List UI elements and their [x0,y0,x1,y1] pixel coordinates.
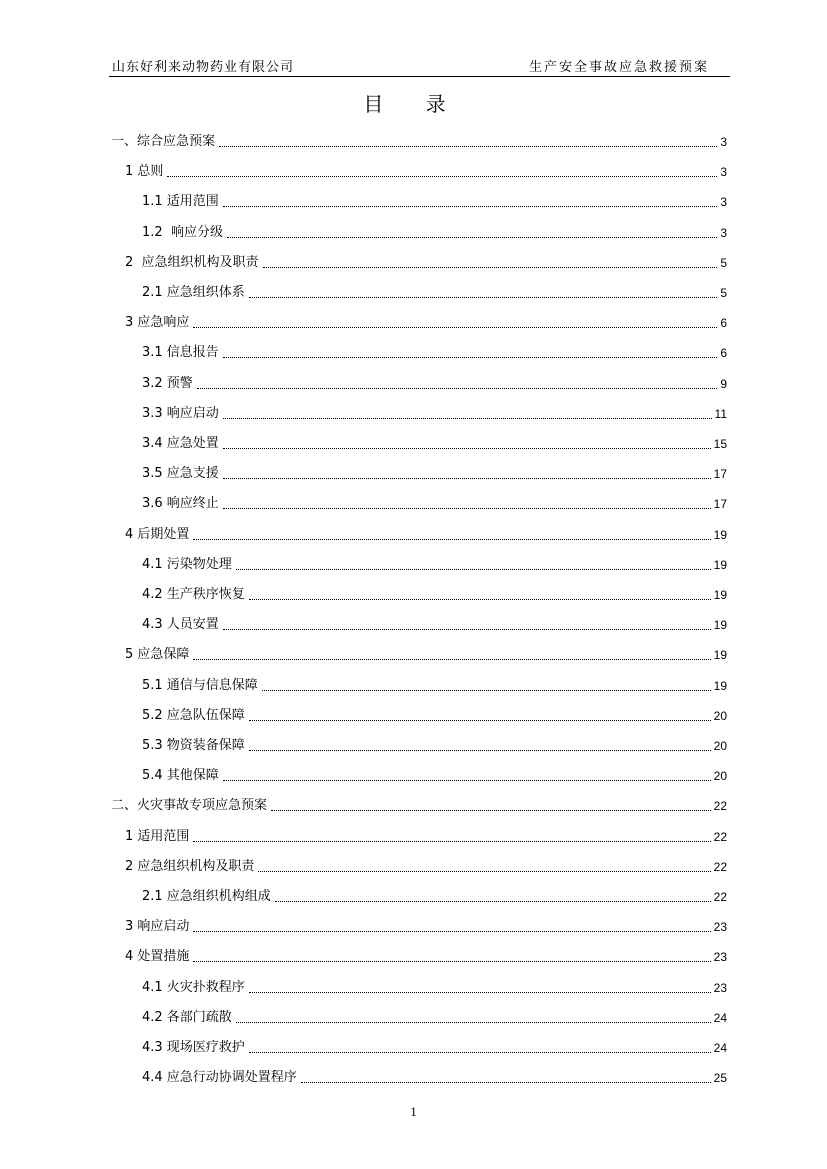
toc-entry[interactable] [142,423,727,453]
toc-entry-label: 3 响应启动 [125,919,190,935]
toc-entry-label: 4.4 应急行动协调处置程序 [142,1070,297,1086]
toc-entry[interactable] [142,393,727,423]
toc-entry[interactable] [142,483,727,513]
toc-entry-label: 4.2 生产秩序恢复 [142,587,245,602]
toc-entry-label: 4.1 火灾扑救程序 [142,979,245,995]
toc-entry[interactable] [142,272,727,302]
toc-entry-label: 2.1 应急组织体系 [142,285,245,300]
toc-entry[interactable] [125,151,727,181]
toc-entry[interactable] [142,363,727,393]
toc-entry-label: 3.5 应急支援 [142,466,219,482]
toc-entry-label: 2.1 应急组织机构组成 [142,889,271,904]
toc-entry[interactable] [111,121,727,151]
toc-entry-label: 2 应急组织机构及职责 [125,254,259,270]
toc-entry-page: 20 [713,739,727,753]
toc-entry-page: 24 [713,1041,727,1055]
toc-entry-label: 5.4 其他保障 [142,768,219,784]
toc-dot-leader [236,1021,711,1023]
header-rule [109,76,730,77]
toc-entry-page: 6 [720,346,727,361]
toc-entry[interactable] [125,242,727,272]
toc-entry-label: 4.2 各部门疏散 [142,1009,232,1025]
toc-entry[interactable] [142,212,727,242]
toc-dot-leader [249,296,718,298]
toc-entry[interactable] [142,876,727,906]
toc-entry-page: 19 [713,527,727,542]
toc-entry-page: 17 [713,497,727,512]
toc-dot-leader [227,236,717,238]
toc-entry[interactable] [142,604,727,634]
toc-entry-page: 19 [713,557,727,572]
toc-entry[interactable] [142,665,727,695]
toc-dot-leader [193,538,710,540]
toc-dot-leader [223,447,711,449]
toc-entry-page: 5 [720,255,727,270]
toc-entry-label: 3.1 信息报告 [142,345,219,361]
toc-entry[interactable] [125,634,727,664]
toc-dot-leader [262,689,711,691]
toc-dot-leader [249,719,711,721]
toc-entry[interactable] [142,1027,727,1057]
toc-entry[interactable] [125,302,727,332]
toc-entry-label: 3 应急响应 [125,315,190,331]
toc-entry-label: 4.1 污染物处理 [142,556,232,572]
toc-entry[interactable] [125,514,727,544]
toc-entry[interactable] [142,544,727,574]
toc-entry[interactable] [125,906,727,936]
toc-entry-page: 3 [720,225,727,240]
toc-dot-leader [223,417,712,419]
toc-entry[interactable] [142,574,727,604]
toc-title: 目 录 [363,92,464,116]
toc-dot-leader [223,779,711,781]
toc-dot-leader [258,870,710,872]
toc-entry-label: 4.3 现场医疗救护 [142,1040,245,1055]
toc-entry-label: 3.4 应急处置 [142,436,219,451]
header-company: 山东好利来动物药业有限公司 [112,60,295,75]
toc-entry-page: 20 [713,769,727,784]
toc-entry[interactable] [111,785,727,815]
toc-entry-page: 3 [720,165,727,180]
toc-entry[interactable] [142,725,727,755]
toc-entry-page: 19 [713,588,727,602]
toc-dot-leader [223,356,718,358]
toc-entry-label: 1 适用范围 [125,828,190,844]
toc-entry[interactable] [142,181,727,211]
toc-entry-label: 3.2 预警 [142,375,193,391]
toc-entry-label: 4 后期处置 [125,526,190,542]
toc-entry-label: 1.2 响应分级 [142,224,223,240]
toc-entry-page: 15 [713,437,727,451]
toc-dot-leader [249,749,711,751]
toc-entry-page: 24 [713,1010,727,1025]
toc-entry-label: 一、综合应急预案 [111,134,216,149]
toc-entry-page: 11 [714,406,727,421]
toc-entry-label: 4.3 人员安置 [142,617,219,633]
toc-dot-leader [197,387,718,389]
toc-dot-leader [219,145,717,147]
toc-entry-page: 19 [713,618,727,633]
toc-dot-leader [193,930,710,932]
toc-entry-page: 17 [713,467,727,482]
toc-dot-leader [236,568,711,570]
toc-entry-label: 3.6 响应终止 [142,496,219,512]
toc-entry-page: 19 [713,648,727,663]
toc-dot-leader [301,1081,711,1083]
toc-entry[interactable] [125,816,727,846]
toc-dot-leader [223,628,711,630]
toc-entry-label: 1.1 适用范围 [142,194,219,210]
toc-entry-page: 19 [713,678,727,693]
toc-entry-label: 5.1 通信与信息保障 [142,677,258,693]
toc-entry-page: 22 [713,890,727,904]
toc-entry-page: 3 [720,195,727,210]
toc-entry-page: 9 [720,376,727,391]
toc-entry-page: 20 [713,708,727,723]
toc-dot-leader [249,1051,711,1053]
toc-entry-page: 25 [713,1071,727,1086]
toc-entry-label: 1 总则 [125,164,164,180]
toc-entry[interactable] [142,755,727,785]
toc-entry-page: 6 [720,316,727,331]
toc-entry[interactable] [142,1057,727,1087]
toc-entry-label: 4 处置措施 [125,949,190,965]
toc-entry[interactable] [142,967,727,997]
toc-entry[interactable] [142,695,727,725]
toc-dot-leader [223,205,718,207]
toc-entry[interactable] [125,936,727,966]
toc-entry-page: 22 [713,829,727,844]
toc-dot-leader [249,598,711,600]
toc-entry-label: 3.3 响应启动 [142,405,219,421]
toc-entry-page: 22 [713,859,727,874]
toc-dot-leader [263,266,718,268]
page-header [0,0,827,80]
toc-entry[interactable] [142,332,727,362]
toc-dot-leader [193,840,710,842]
toc-dot-leader [271,809,711,811]
toc-dot-leader [249,991,711,993]
toc-entry-label: 5.2 应急队伍保障 [142,707,245,723]
toc-entry-label: 2 应急组织机构及职责 [125,858,255,874]
toc-entry-page: 23 [713,950,727,965]
page-number: 1 [410,1104,417,1119]
toc-entry[interactable] [142,453,727,483]
toc-entry-label: 5 应急保障 [125,647,190,663]
toc-dot-leader [193,960,710,962]
toc-entry-label: 5.3 物资装备保障 [142,738,245,753]
toc-dot-leader [223,507,711,509]
toc-entry-page: 23 [713,980,727,995]
toc-entry-page: 3 [720,135,727,149]
toc-dot-leader [275,900,711,902]
toc-dot-leader [193,658,710,660]
header-doc-title: 生产安全事故应急救援预案 [528,60,709,75]
toc-entry[interactable] [125,846,727,876]
toc-entry[interactable] [142,997,727,1027]
toc-dot-leader [193,326,717,328]
toc-entry-label: 二、火灾事故专项应急预案 [111,798,268,814]
toc-entry-page: 22 [713,799,727,814]
toc-entry-page: 23 [713,920,727,935]
toc-dot-leader [223,477,711,479]
toc-entry-page: 5 [720,286,727,300]
toc-dot-leader [167,175,717,177]
